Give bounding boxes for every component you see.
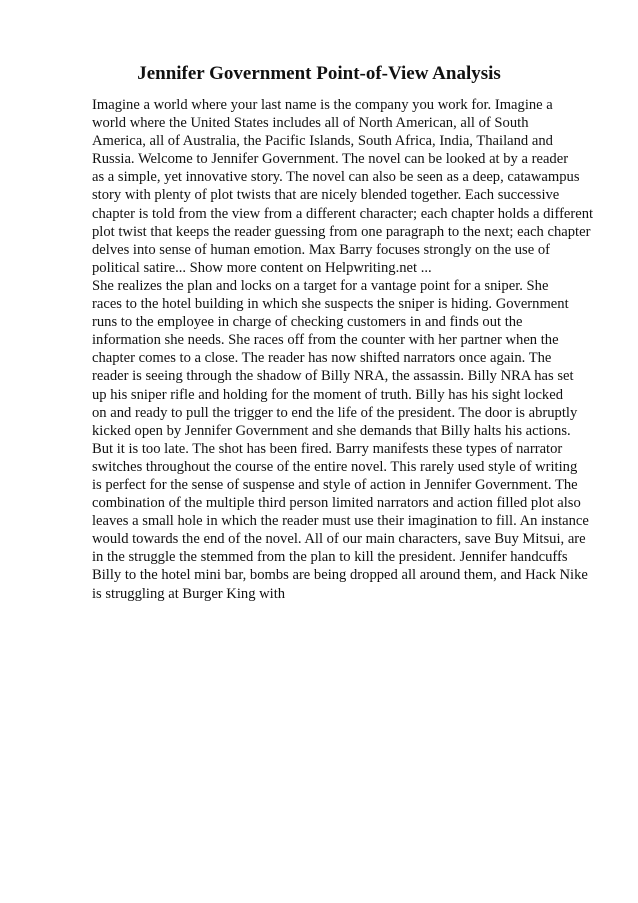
text-line: chapter comes to a close. The reader has now shifted narrators once again. The xyxy=(92,350,552,367)
text-line: runs to the employee in charge of checking customers in and finds out the xyxy=(92,314,523,331)
text-line: information she needs. She races off from the counter with her partner when the xyxy=(92,332,559,349)
document-title: Jennifer Government Point-of-View Analysis xyxy=(137,63,501,84)
text-line: up his sniper rifle and holding for the moment of truth. Billy has his sight locked xyxy=(92,386,563,403)
text-line: political satire... Show more content on Helpwriting.net ... xyxy=(92,259,432,276)
text-line: story with plenty of plot twists that are nicely blended together. Each successive xyxy=(92,187,560,204)
document-body xyxy=(92,96,612,603)
text-line: in the struggle the stemmed from the plan to kill the president. Jennifer handcuffs xyxy=(92,549,568,566)
text-line: switches throughout the course of the entire novel. This rarely used style of writing xyxy=(92,458,578,475)
text-line: is struggling at Burger King with xyxy=(92,585,286,602)
text-line: on and ready to pull the trigger to end the life of the president. The door is abruptly xyxy=(92,404,578,421)
text-line: Russia. Welcome to Jennifer Government. The novel can be looked at by a reader xyxy=(92,151,569,168)
text-line: chapter is told from the view from a different character; each chapter holds a different xyxy=(92,205,594,222)
text-line: Imagine a world where your last name is the company you work for. Imagine a xyxy=(92,97,553,113)
text-line: delves into sense of human emotion. Max Barry focuses strongly on the use of xyxy=(92,241,550,258)
text-line: would towards the end of the novel. All of our main characters, save Buy Mitsui, are xyxy=(92,531,586,548)
text-line: races to the hotel building in which she suspects the sniper is hiding. Government xyxy=(92,296,569,313)
text-line: combination of the multiple third person limited narrators and action filled plot also xyxy=(92,495,581,512)
text-line: plot twist that keeps the reader guessing from one paragraph to the next; each chapter xyxy=(92,223,591,240)
text-line: She realizes the plan and locks on a target for a vantage point for a sniper. She xyxy=(92,277,549,294)
text-line: world where the United States includes all of North American, all of South xyxy=(92,115,529,132)
text-line: as a simple, yet innovative story. The novel can also be seen as a deep, catawampus xyxy=(92,169,580,186)
text-line: America, all of Australia, the Pacific Islands, South Africa, India, Thailand and xyxy=(92,133,553,150)
text-line: leaves a small hole in which the reader must use their imagination to fill. An instance xyxy=(92,513,589,530)
text-line: kicked open by Jennifer Government and she demands that Billy halts his actions. xyxy=(92,422,571,439)
text-line: reader is seeing through the shadow of Billy NRA, the assassin. Billy NRA has set xyxy=(92,368,574,385)
text-line: is perfect for the sense of suspense and style of action in Jennifer Government. The xyxy=(92,476,578,493)
text-line: But it is too late. The shot has been fired. Barry manifests these types of narrator xyxy=(92,440,563,457)
text-line: Billy to the hotel mini bar, bombs are being dropped all around them, and Hack Nike xyxy=(92,567,588,584)
